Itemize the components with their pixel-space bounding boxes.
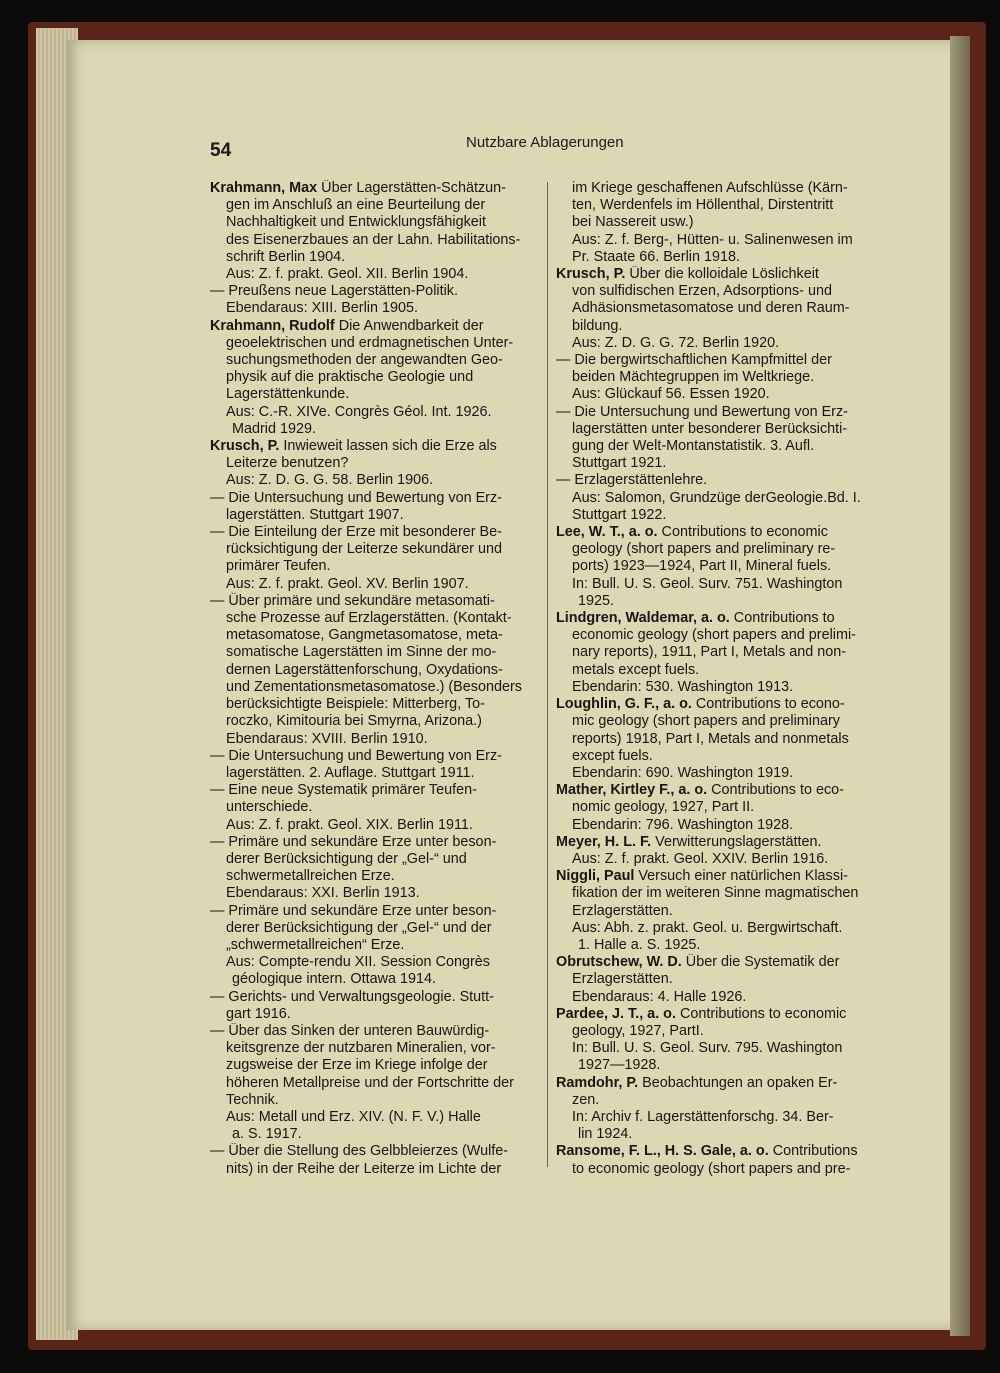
entry-line xyxy=(210,266,540,283)
entry-text: Über Lagerstätten-Schätzun- xyxy=(317,180,506,196)
entry-text: Ebendaraus: XIII. Berlin 1905. xyxy=(226,300,418,317)
entry-text: zen. xyxy=(572,1091,600,1108)
entry-text: Die Anwendbarkeit der xyxy=(334,317,484,334)
entry-line xyxy=(556,1057,886,1074)
entry-line xyxy=(556,232,886,249)
entry-line xyxy=(210,834,540,851)
entry-text: lagerstätten. Stuttgart 1907. xyxy=(226,506,404,523)
entry-line xyxy=(210,352,540,369)
entry-line xyxy=(210,576,540,593)
entry-text: Erzlagerstätten. xyxy=(572,971,673,988)
entry-text: — Die Einteilung der Erze mit besonderer Be- xyxy=(210,524,502,541)
entry-text: lin 1924. xyxy=(578,1126,633,1143)
entry-line xyxy=(556,679,886,696)
entry-text: roczko, Kimitouria bei Smyrna, Arizona.) xyxy=(226,713,482,730)
entry-line xyxy=(556,817,886,834)
entry-line xyxy=(556,404,886,421)
entry-line xyxy=(210,885,540,902)
entry-text: — Die Untersuchung und Bewertung von Erz- xyxy=(210,489,502,506)
entry-text: metasomatose, Gangmetasomatose, meta- xyxy=(226,627,503,644)
entry-text: geology, 1927, PartI. xyxy=(572,1022,704,1039)
entry-text: zugsweise der Erze im Kriege infolge der xyxy=(226,1057,488,1074)
entry-line xyxy=(556,1023,886,1040)
entry-line xyxy=(556,799,886,816)
entry-line xyxy=(556,971,886,988)
entry-line xyxy=(210,782,540,799)
entry-line xyxy=(556,472,886,489)
entry-line xyxy=(556,989,886,1006)
entry-line xyxy=(556,885,886,902)
entry-text: somatische Lagerstätten im Sinne der mo- xyxy=(226,644,497,661)
entry-text: Aus: C.-R. XIVe. Congrès Géol. Int. 1926. xyxy=(226,403,492,420)
entry-line xyxy=(210,507,540,524)
entry-line xyxy=(556,386,886,403)
entry-line xyxy=(556,318,886,335)
entry-line xyxy=(210,748,540,765)
entry-author-line xyxy=(556,266,886,283)
entry-line xyxy=(210,937,540,954)
entry-line xyxy=(210,1006,540,1023)
entry-line xyxy=(210,404,540,421)
entry-author-line xyxy=(556,1075,886,1092)
entry-line xyxy=(556,1109,886,1126)
right-page-stack xyxy=(950,36,970,1336)
entry-line xyxy=(556,197,886,214)
entry-line xyxy=(210,386,540,403)
entry-text: Verwitterungslagerstätten. xyxy=(651,833,822,850)
entry-line xyxy=(210,335,540,352)
author-name: Obrutschew, W. D. xyxy=(556,954,682,971)
entry-line xyxy=(210,662,540,679)
entry-line xyxy=(210,300,540,317)
entry-line xyxy=(210,1109,540,1126)
entry-line xyxy=(556,662,886,679)
entry-line xyxy=(556,627,886,644)
entry-author-line xyxy=(556,1006,886,1023)
entry-text: — Die Untersuchung und Bewertung von Erz- xyxy=(210,747,502,764)
entry-text: ports) 1923—1924, Part II, Mineral fuels. xyxy=(572,558,832,575)
entry-text: lagerstätten. 2. Auflage. Stuttgart 1911. xyxy=(226,764,475,781)
entry-text: — Über das Sinken der unteren Bauwürdig- xyxy=(210,1022,490,1039)
entry-line xyxy=(210,421,540,438)
entry-text: — Primäre und sekundäre Erze unter beson- xyxy=(210,833,497,850)
entry-text: géologique intern. Ottawa 1914. xyxy=(232,971,437,988)
entry-text: gart 1916. xyxy=(226,1005,291,1022)
entry-author-line xyxy=(556,868,886,885)
entry-author-line xyxy=(556,954,886,971)
entry-author-line xyxy=(556,524,886,541)
entry-text: Aus: Z. f. prakt. Geol. XII. Berlin 1904. xyxy=(226,266,469,283)
entry-text: Aus: Abh. z. prakt. Geol. u. Bergwirtschaft. xyxy=(572,919,843,936)
entry-text: Erzlagerstätten. xyxy=(572,902,673,919)
entry-text: Technik. xyxy=(226,1091,279,1108)
entry-text: Stuttgart 1922. xyxy=(572,506,667,523)
entry-text: ten, Werdenfels im Höllenthal, Dirstentritt xyxy=(572,197,834,214)
entry-text: unterschiede. xyxy=(226,799,313,816)
entry-text: Aus: Z. f. prakt. Geol. XV. Berlin 1907. xyxy=(226,575,469,592)
entry-text: bildung. xyxy=(572,317,623,334)
entry-line xyxy=(210,696,540,713)
entry-text: — Die Untersuchung und Bewertung von Erz- xyxy=(556,403,848,420)
entry-text: reports) 1918, Part I, Metals and nonmetals xyxy=(572,730,849,747)
entry-line xyxy=(556,1092,886,1109)
entry-text: Contributions to economic xyxy=(675,1005,847,1022)
entry-line xyxy=(556,903,886,920)
entry-line xyxy=(556,283,886,300)
entry-line xyxy=(210,644,540,661)
entry-text: 1. Halle a. S. 1925. xyxy=(578,936,701,953)
running-title: Nutzbare Ablagerungen xyxy=(466,134,624,151)
entry-line xyxy=(210,1023,540,1040)
entry-line xyxy=(210,954,540,971)
entry-text: Aus: Compte-rendu XII. Session Congrès xyxy=(226,954,490,971)
entry-line xyxy=(556,541,886,558)
entry-line xyxy=(210,472,540,489)
entry-text: und Zementationsmetasomatose.) (Besonders xyxy=(226,678,522,695)
entry-text: 1925. xyxy=(578,592,615,609)
entry-line xyxy=(210,455,540,472)
entry-line xyxy=(210,369,540,386)
author-name: Lindgren, Waldemar, a. o. xyxy=(556,610,730,627)
entry-text: Beobachtungen an opaken Er- xyxy=(638,1074,838,1091)
entry-text: derer Berücksichtigung der „Gel-“ und xyxy=(226,850,467,867)
entry-author-line xyxy=(556,782,886,799)
entry-line xyxy=(210,490,540,507)
entry-author-line xyxy=(210,438,540,455)
entry-line xyxy=(556,507,886,524)
entry-line xyxy=(210,713,540,730)
entry-text: physik auf die praktische Geologie und xyxy=(226,369,474,386)
entry-line xyxy=(556,455,886,472)
author-name: Krahmann, Max xyxy=(210,180,318,196)
author-name: Loughlin, G. F., a. o. xyxy=(556,696,692,713)
entry-text: fikation der im weiteren Sinne magmatischen xyxy=(572,885,859,902)
left-column xyxy=(210,180,540,1178)
entry-text: Ebendaraus: XXI. Berlin 1913. xyxy=(226,885,420,902)
entry-text: Contributions to economic xyxy=(657,524,828,541)
entry-line xyxy=(210,1092,540,1109)
entry-line xyxy=(556,713,886,730)
author-name: Niggli, Paul xyxy=(556,868,635,885)
entry-text: Versuch einer natürlichen Klassi- xyxy=(634,868,848,885)
page-header xyxy=(210,132,890,162)
author-name: Lee, W. T., a. o. xyxy=(556,524,658,541)
entry-line xyxy=(556,558,886,575)
entry-author-line xyxy=(210,180,540,197)
entry-line xyxy=(210,679,540,696)
entry-line xyxy=(210,1126,540,1143)
entry-text: economic geology (short papers and prelimi- xyxy=(572,627,856,644)
entry-text: im Kriege geschaffenen Aufschlüsse (Kärn- xyxy=(572,180,848,196)
entry-line xyxy=(556,576,886,593)
entry-text: Ebendaraus: XVIII. Berlin 1910. xyxy=(226,730,428,747)
entry-text: Madrid 1929. xyxy=(232,420,316,437)
entry-text: Lagerstättenkunde. xyxy=(226,386,350,403)
entry-text: Aus: Z. f. prakt. Geol. XXIV. Berlin 1916. xyxy=(572,850,829,867)
entry-line xyxy=(556,352,886,369)
entry-line xyxy=(210,232,540,249)
entry-line xyxy=(210,1075,540,1092)
entry-text: dernen Lagerstättenforschung, Oxydations- xyxy=(226,661,503,678)
entry-line xyxy=(556,1161,886,1178)
entry-line xyxy=(556,438,886,455)
entry-line xyxy=(210,1161,540,1178)
entry-line xyxy=(556,1040,886,1057)
entry-line xyxy=(556,1126,886,1143)
entry-line xyxy=(210,283,540,300)
entry-text: „schwermetallreichen“ Erze. xyxy=(226,936,405,953)
entry-line xyxy=(556,937,886,954)
author-name: Meyer, H. L. F. xyxy=(556,833,652,850)
entry-line xyxy=(556,731,886,748)
entry-text: Contributions xyxy=(768,1143,858,1160)
entry-text: nary reports), 1911, Part I, Metals and non- xyxy=(572,644,847,661)
entry-line xyxy=(556,180,886,197)
entry-line xyxy=(556,920,886,937)
entry-text: — Eine neue Systematik primärer Teufen- xyxy=(210,782,477,799)
entry-text: geology (short papers and preliminary re- xyxy=(572,541,836,558)
entry-line xyxy=(556,490,886,507)
entry-line xyxy=(210,989,540,1006)
entry-text: Aus: Z. f. prakt. Geol. XIX. Berlin 1911. xyxy=(226,816,473,833)
entry-text: mic geology (short papers and preliminary xyxy=(572,713,840,730)
entry-text: lagerstätten unter besonderer Berücksichti- xyxy=(572,420,848,437)
entry-text: Aus: Salomon, Grundzüge derGeologie.Bd. I. xyxy=(572,489,861,506)
entry-text: Pr. Staate 66. Berlin 1918. xyxy=(572,248,741,265)
entry-author-line xyxy=(556,610,886,627)
entry-text: — Gerichts- und Verwaltungsgeologie. Stutt- xyxy=(210,988,494,1005)
entry-text: Ebendaraus: 4. Halle 1926. xyxy=(572,988,747,1005)
entry-text: höheren Metallpreise und der Fortschritte der xyxy=(226,1074,514,1091)
entry-text: except fuels. xyxy=(572,747,653,764)
entry-text: 1927—1928. xyxy=(578,1057,661,1074)
entry-text: — Über primäre und sekundäre metasomati- xyxy=(210,592,495,609)
entry-line xyxy=(210,731,540,748)
entry-text: bei Nassereit usw.) xyxy=(572,214,694,231)
entry-text: Über die Systematik der xyxy=(681,954,840,971)
entry-text: Ebendarin: 796. Washington 1928. xyxy=(572,816,794,833)
entry-line xyxy=(556,765,886,782)
entry-text: Nachhaltigkeit und Entwicklungsfähigkeit xyxy=(226,214,486,231)
entry-text: — Über die Stellung des Gelbbleierzes (Wulfe- xyxy=(210,1143,509,1160)
entry-line xyxy=(210,868,540,885)
entry-line xyxy=(210,799,540,816)
entry-line xyxy=(210,214,540,231)
entry-line xyxy=(556,214,886,231)
entry-line xyxy=(210,971,540,988)
author-name: Krusch, P. xyxy=(210,438,280,455)
entry-line xyxy=(210,1040,540,1057)
entry-line xyxy=(210,593,540,610)
entry-text: rücksichtigung der Leiterze sekundärer und xyxy=(226,541,502,558)
author-name: Mather, Kirtley F., a. o. xyxy=(556,782,708,799)
entry-line xyxy=(210,1143,540,1160)
entry-author-line xyxy=(556,696,886,713)
entry-text: nits) in der Reihe der Leiterze im Lichte der xyxy=(226,1160,502,1177)
entry-text: Aus: Metall und Erz. XIV. (N. F. V.) Halle xyxy=(226,1108,481,1125)
entry-text: Contributions to econo- xyxy=(691,696,845,713)
entry-text: von sulfidischen Erzen, Adsorptions- und xyxy=(572,283,832,300)
entry-text: Inwieweit lassen sich die Erze als xyxy=(279,438,497,455)
entry-line xyxy=(210,765,540,782)
entry-line xyxy=(210,1057,540,1074)
entry-text: schrift Berlin 1904. xyxy=(226,248,346,265)
entry-text: des Eisenerzbaues an der Lahn. Habilitations- xyxy=(226,231,521,248)
entry-text: Über die kolloidale Löslichkeit xyxy=(625,266,819,283)
entry-line xyxy=(556,300,886,317)
entry-line xyxy=(210,610,540,627)
author-name: Pardee, J. T., a. o. xyxy=(556,1005,676,1022)
entry-line xyxy=(556,421,886,438)
entry-text: keitsgrenze der nutzbaren Mineralien, vor- xyxy=(226,1040,496,1057)
entry-text: derer Berücksichtigung der „Gel-“ und der xyxy=(226,919,492,936)
entry-text: In: Bull. U. S. Geol. Surv. 751. Washington xyxy=(572,575,843,592)
entry-line xyxy=(210,903,540,920)
entry-text: nomic geology, 1927, Part II. xyxy=(572,799,755,816)
author-name: Ramdohr, P. xyxy=(556,1074,639,1091)
entry-text: Ebendarin: 690. Washington 1919. xyxy=(572,764,794,781)
entry-text: to economic geology (short papers and pre- xyxy=(572,1160,851,1177)
entry-line xyxy=(210,920,540,937)
entry-text: metals except fuels. xyxy=(572,661,700,678)
entry-line xyxy=(210,197,540,214)
entry-text: geoelektrischen und erdmagnetischen Unter- xyxy=(226,334,514,351)
entry-line xyxy=(210,817,540,834)
entry-text: gen im Anschluß an eine Beurteilung der xyxy=(226,197,486,214)
entry-text: Ebendarin: 530. Washington 1913. xyxy=(572,678,794,695)
entry-line xyxy=(556,249,886,266)
entry-text: gung der Welt-Montanstatistik. 3. Aufl. xyxy=(572,438,815,455)
entry-text: beiden Mächtegruppen im Weltkriege. xyxy=(572,369,815,386)
page-number: 54 xyxy=(210,140,232,161)
entry-text: primärer Teufen. xyxy=(226,558,331,575)
entry-author-line xyxy=(556,1143,886,1160)
entry-text: Contributions to xyxy=(729,610,835,627)
entry-text: — Erzlagerstättenlehre. xyxy=(556,472,708,489)
entry-text: Aus: Z. f. Berg-, Hütten- u. Salinenwesen im xyxy=(572,231,853,248)
entry-text: Stuttgart 1921. xyxy=(572,455,667,472)
entry-text: In: Archiv f. Lagerstättenforschg. 34. Ber- xyxy=(572,1108,834,1125)
entry-text: Aus: Glückauf 56. Essen 1920. xyxy=(572,386,770,403)
entry-line xyxy=(556,335,886,352)
entry-text: — Preußens neue Lagerstätten-Politik. xyxy=(210,283,458,300)
entry-text: a. S. 1917. xyxy=(232,1126,302,1143)
entry-author-line xyxy=(556,834,886,851)
entry-line xyxy=(210,541,540,558)
entry-text: Aus: Z. D. G. G. 58. Berlin 1906. xyxy=(226,472,434,489)
entry-text: Aus: Z. D. G. G. 72. Berlin 1920. xyxy=(572,334,780,351)
author-name: Ransome, F. L., H. S. Gale, a. o. xyxy=(556,1143,769,1160)
entry-line xyxy=(210,558,540,575)
entry-line xyxy=(210,627,540,644)
entry-text: In: Bull. U. S. Geol. Surv. 795. Washington xyxy=(572,1040,843,1057)
author-name: Krusch, P. xyxy=(556,266,626,283)
entry-line xyxy=(556,644,886,661)
entry-line xyxy=(556,369,886,386)
entry-text: Adhäsionsmetasomatose und deren Raum- xyxy=(572,300,850,317)
entry-line xyxy=(556,593,886,610)
entry-line xyxy=(556,851,886,868)
right-column xyxy=(556,180,886,1178)
entry-text: — Primäre und sekundäre Erze unter beson- xyxy=(210,902,497,919)
column-divider xyxy=(547,182,548,1167)
entry-text: Leiterze benutzen? xyxy=(226,455,349,472)
entry-author-line xyxy=(210,318,540,335)
entry-text: suchungsmethoden der angewandten Geo- xyxy=(226,352,503,369)
entry-line xyxy=(556,748,886,765)
entry-text: — Die bergwirtschaftlichen Kampfmittel der xyxy=(556,352,832,369)
entry-text: schwermetallreichen Erze. xyxy=(226,868,395,885)
author-name: Krahmann, Rudolf xyxy=(210,317,335,334)
entry-text: berücksichtigte Beispiele: Mitterberg, To- xyxy=(226,696,485,713)
entry-line xyxy=(210,249,540,266)
entry-text: Contributions to eco- xyxy=(707,782,844,799)
entry-line xyxy=(210,524,540,541)
entry-text: sche Prozesse auf Erzlagerstätten. (Kontakt- xyxy=(226,610,512,627)
entry-line xyxy=(210,851,540,868)
